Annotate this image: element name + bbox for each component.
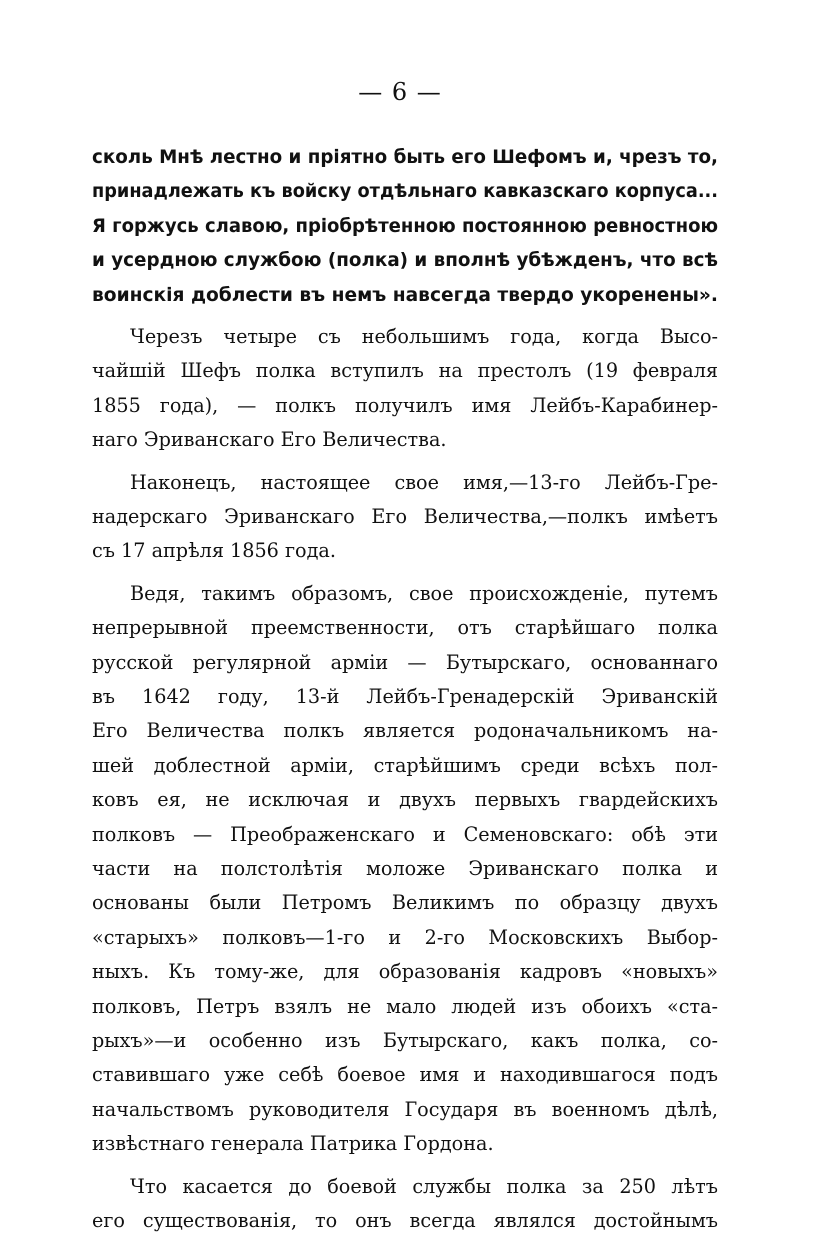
text-line: Наконецъ, настоящее свое имя,—13-го Лейбъ-Гре- bbox=[130, 470, 718, 494]
text-line: надерскаго Эриванскаго Его Величества,—полкъ имѣетъ bbox=[92, 505, 718, 528]
text-line: Что касается до боевой службы полка за 250 лѣтъ bbox=[130, 1174, 718, 1198]
text-line: полковъ, Петръ взялъ не мало людей изъ обоихъ «ста- bbox=[92, 994, 718, 1018]
text-line: съ 17 апрѣля 1856 года. bbox=[92, 539, 336, 563]
text-line: Я горжусь славою, пріобрѣтенною постоянною ревностною bbox=[92, 214, 718, 237]
text-line: части на полстолѣтія моложе Эриванскаго полка и bbox=[92, 857, 718, 880]
text-line: принадлежать къ войску отдѣльнаго кавказскаго корпуса... bbox=[92, 180, 718, 203]
text-line: Его Величества полкъ является родоначальникомъ на- bbox=[92, 719, 718, 743]
text-line: ставившаго уже себѣ боевое имя и находившагося подъ bbox=[92, 1063, 718, 1087]
text-line: извѣстнаго генерала Патрика Гордона. bbox=[92, 1132, 494, 1156]
text-line: русской регулярной арміи — Бутырскаго, основаннаго bbox=[92, 650, 718, 674]
text-line: сколь Мнѣ лестно и пріятно быть его Шефомъ и, чрезъ то, bbox=[92, 146, 718, 168]
page-number: — 6 — bbox=[358, 78, 442, 106]
text-line: «старыхъ» полковъ—1-го и 2-го Московскихъ Выбор- bbox=[92, 925, 718, 949]
text-line: чайшій Шефъ полка вступилъ на престолъ (19 февраля bbox=[92, 359, 718, 383]
text-line: Черезъ четыре съ небольшимъ года, когда Высо- bbox=[130, 325, 718, 348]
text-line: и усердною службою (полка) и вполнѣ убѣжденъ, что всѣ bbox=[92, 249, 718, 272]
text-line: ковъ ея, не исключая и двухъ первыхъ гвардейскихъ bbox=[92, 788, 718, 812]
text-line: непрерывной преемственности, отъ старѣйшаго полка bbox=[92, 616, 718, 640]
text-line: ныхъ. Къ тому-же, для образованія кадровъ «новыхъ» bbox=[92, 960, 718, 984]
text-line: Ведя, такимъ образомъ, свое происхожденіе, путемъ bbox=[130, 581, 718, 605]
text-line: 1855 года), — полкъ получилъ имя Лейбъ-Карабинер- bbox=[92, 393, 718, 417]
text-line: рыхъ»—и особенно изъ Бутырскаго, какъ полка, со- bbox=[92, 1029, 718, 1052]
text-line: наго Эриванскаго Его Величества. bbox=[92, 428, 447, 452]
text-line: шей доблестной арміи, старѣйшимъ среди всѣхъ пол- bbox=[92, 753, 718, 777]
text-line: начальствомъ руководителя Государя въ военномъ дѣлѣ, bbox=[92, 1097, 718, 1121]
text-line: полковъ — Преображенскаго и Семеновскаго: обѣ эти bbox=[92, 822, 718, 846]
text-line: основаны были Петромъ Великимъ по образцу двухъ bbox=[92, 891, 718, 915]
text-line: его существованія, то онъ всегда являлся достойнымъ bbox=[92, 1209, 718, 1232]
text-line: въ 1642 году, 13-й Лейбъ-Гренадерскій Эриванскій bbox=[92, 685, 718, 708]
text-line: воинскія доблести въ немъ навсегда твердо укоренены». bbox=[92, 283, 718, 306]
